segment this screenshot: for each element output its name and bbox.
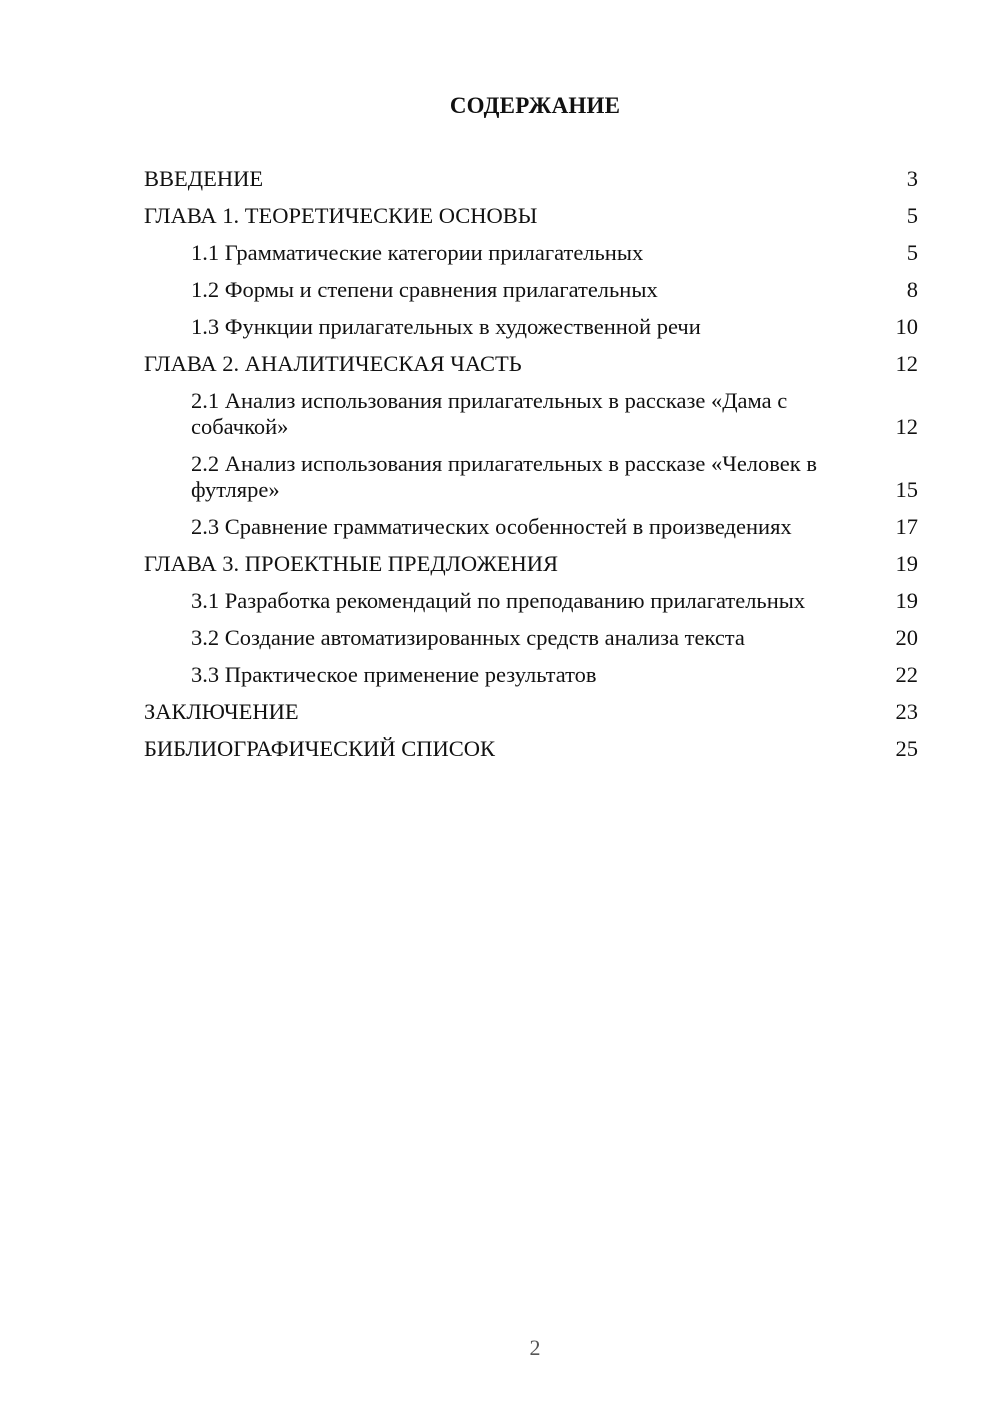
toc-entry-page: 8 xyxy=(906,277,918,302)
toc-entry-page: 20 xyxy=(895,625,918,650)
toc-entry-label: 1.1 Грамматические категории прилагательных xyxy=(191,240,644,265)
toc-entry-section-2-2[interactable] xyxy=(144,451,918,503)
toc-entry-label: ГЛАВА 1. ТЕОРЕТИЧЕСКИЕ ОСНОВЫ xyxy=(144,203,538,228)
toc-entry-page: 5 xyxy=(906,203,918,228)
toc-entry-introduction[interactable] xyxy=(144,166,918,192)
toc-entry-label: ГЛАВА 2. АНАЛИТИЧЕСКАЯ ЧАСТЬ xyxy=(144,351,522,376)
toc-entry-page: 25 xyxy=(895,736,918,761)
toc-entry-label: ГЛАВА 3. ПРОЕКТНЫЕ ПРЕДЛОЖЕНИЯ xyxy=(144,551,559,576)
table-of-contents xyxy=(144,166,918,773)
toc-entry-label: 3.2 Создание автоматизированных средств анализа текста xyxy=(191,625,745,650)
toc-entry-label: 1.2 Формы и степени сравнения прилагательных xyxy=(191,277,658,302)
toc-entry-page: 17 xyxy=(895,514,918,539)
toc-entry-label: 2.3 Сравнение грамматических особенностей в произведениях xyxy=(191,514,792,539)
toc-entry-section-1-2[interactable] xyxy=(144,277,918,303)
toc-entry-section-1-1[interactable] xyxy=(144,240,918,266)
toc-entry-label: 3.3 Практическое применение результатов xyxy=(191,662,597,687)
toc-entry-conclusion[interactable] xyxy=(144,699,918,725)
toc-entry-label: ЗАКЛЮЧЕНИЕ xyxy=(144,699,299,724)
page-title: СОДЕРЖАНИЕ xyxy=(449,93,621,118)
toc-entry-page: 19 xyxy=(895,551,918,576)
toc-entry-chapter-2[interactable] xyxy=(144,351,918,377)
toc-entry-page: 23 xyxy=(895,699,918,724)
toc-entry-section-1-3[interactable] xyxy=(144,314,918,340)
toc-entry-label: 2.2 Анализ использования прилагательных в рассказе «Человек в футляре» xyxy=(191,451,817,502)
toc-entry-section-3-2[interactable] xyxy=(144,625,918,651)
toc-entry-section-2-1[interactable] xyxy=(144,388,918,440)
toc-entry-chapter-3[interactable] xyxy=(144,551,918,577)
toc-entry-page: 12 xyxy=(895,414,918,439)
toc-entry-page: 3 xyxy=(906,166,918,191)
toc-entry-label: 1.3 Функции прилагательных в художественной речи xyxy=(191,314,701,339)
toc-entry-page: 15 xyxy=(895,477,918,502)
toc-entry-label: 3.1 Разработка рекомендаций по преподаванию прилагательных xyxy=(191,588,806,613)
toc-entry-page: 12 xyxy=(895,351,918,376)
toc-entry-section-3-3[interactable] xyxy=(144,662,918,688)
toc-entry-page: 22 xyxy=(895,662,918,687)
toc-entry-page: 5 xyxy=(906,240,918,265)
toc-entry-label: 2.1 Анализ использования прилагательных в рассказе «Дама с собачкой» xyxy=(191,388,788,439)
toc-entry-label: БИБЛИОГРАФИЧЕСКИЙ СПИСОК xyxy=(144,736,496,761)
toc-entry-label: ВВЕДЕНИЕ xyxy=(144,166,264,191)
toc-entry-page: 19 xyxy=(895,588,918,613)
page-number: 2 xyxy=(529,1335,541,1360)
toc-entry-page: 10 xyxy=(895,314,918,339)
toc-entry-chapter-1[interactable] xyxy=(144,203,918,229)
toc-entry-bibliography[interactable] xyxy=(144,736,918,762)
toc-entry-section-2-3[interactable] xyxy=(144,514,918,540)
toc-entry-section-3-1[interactable] xyxy=(144,588,918,614)
